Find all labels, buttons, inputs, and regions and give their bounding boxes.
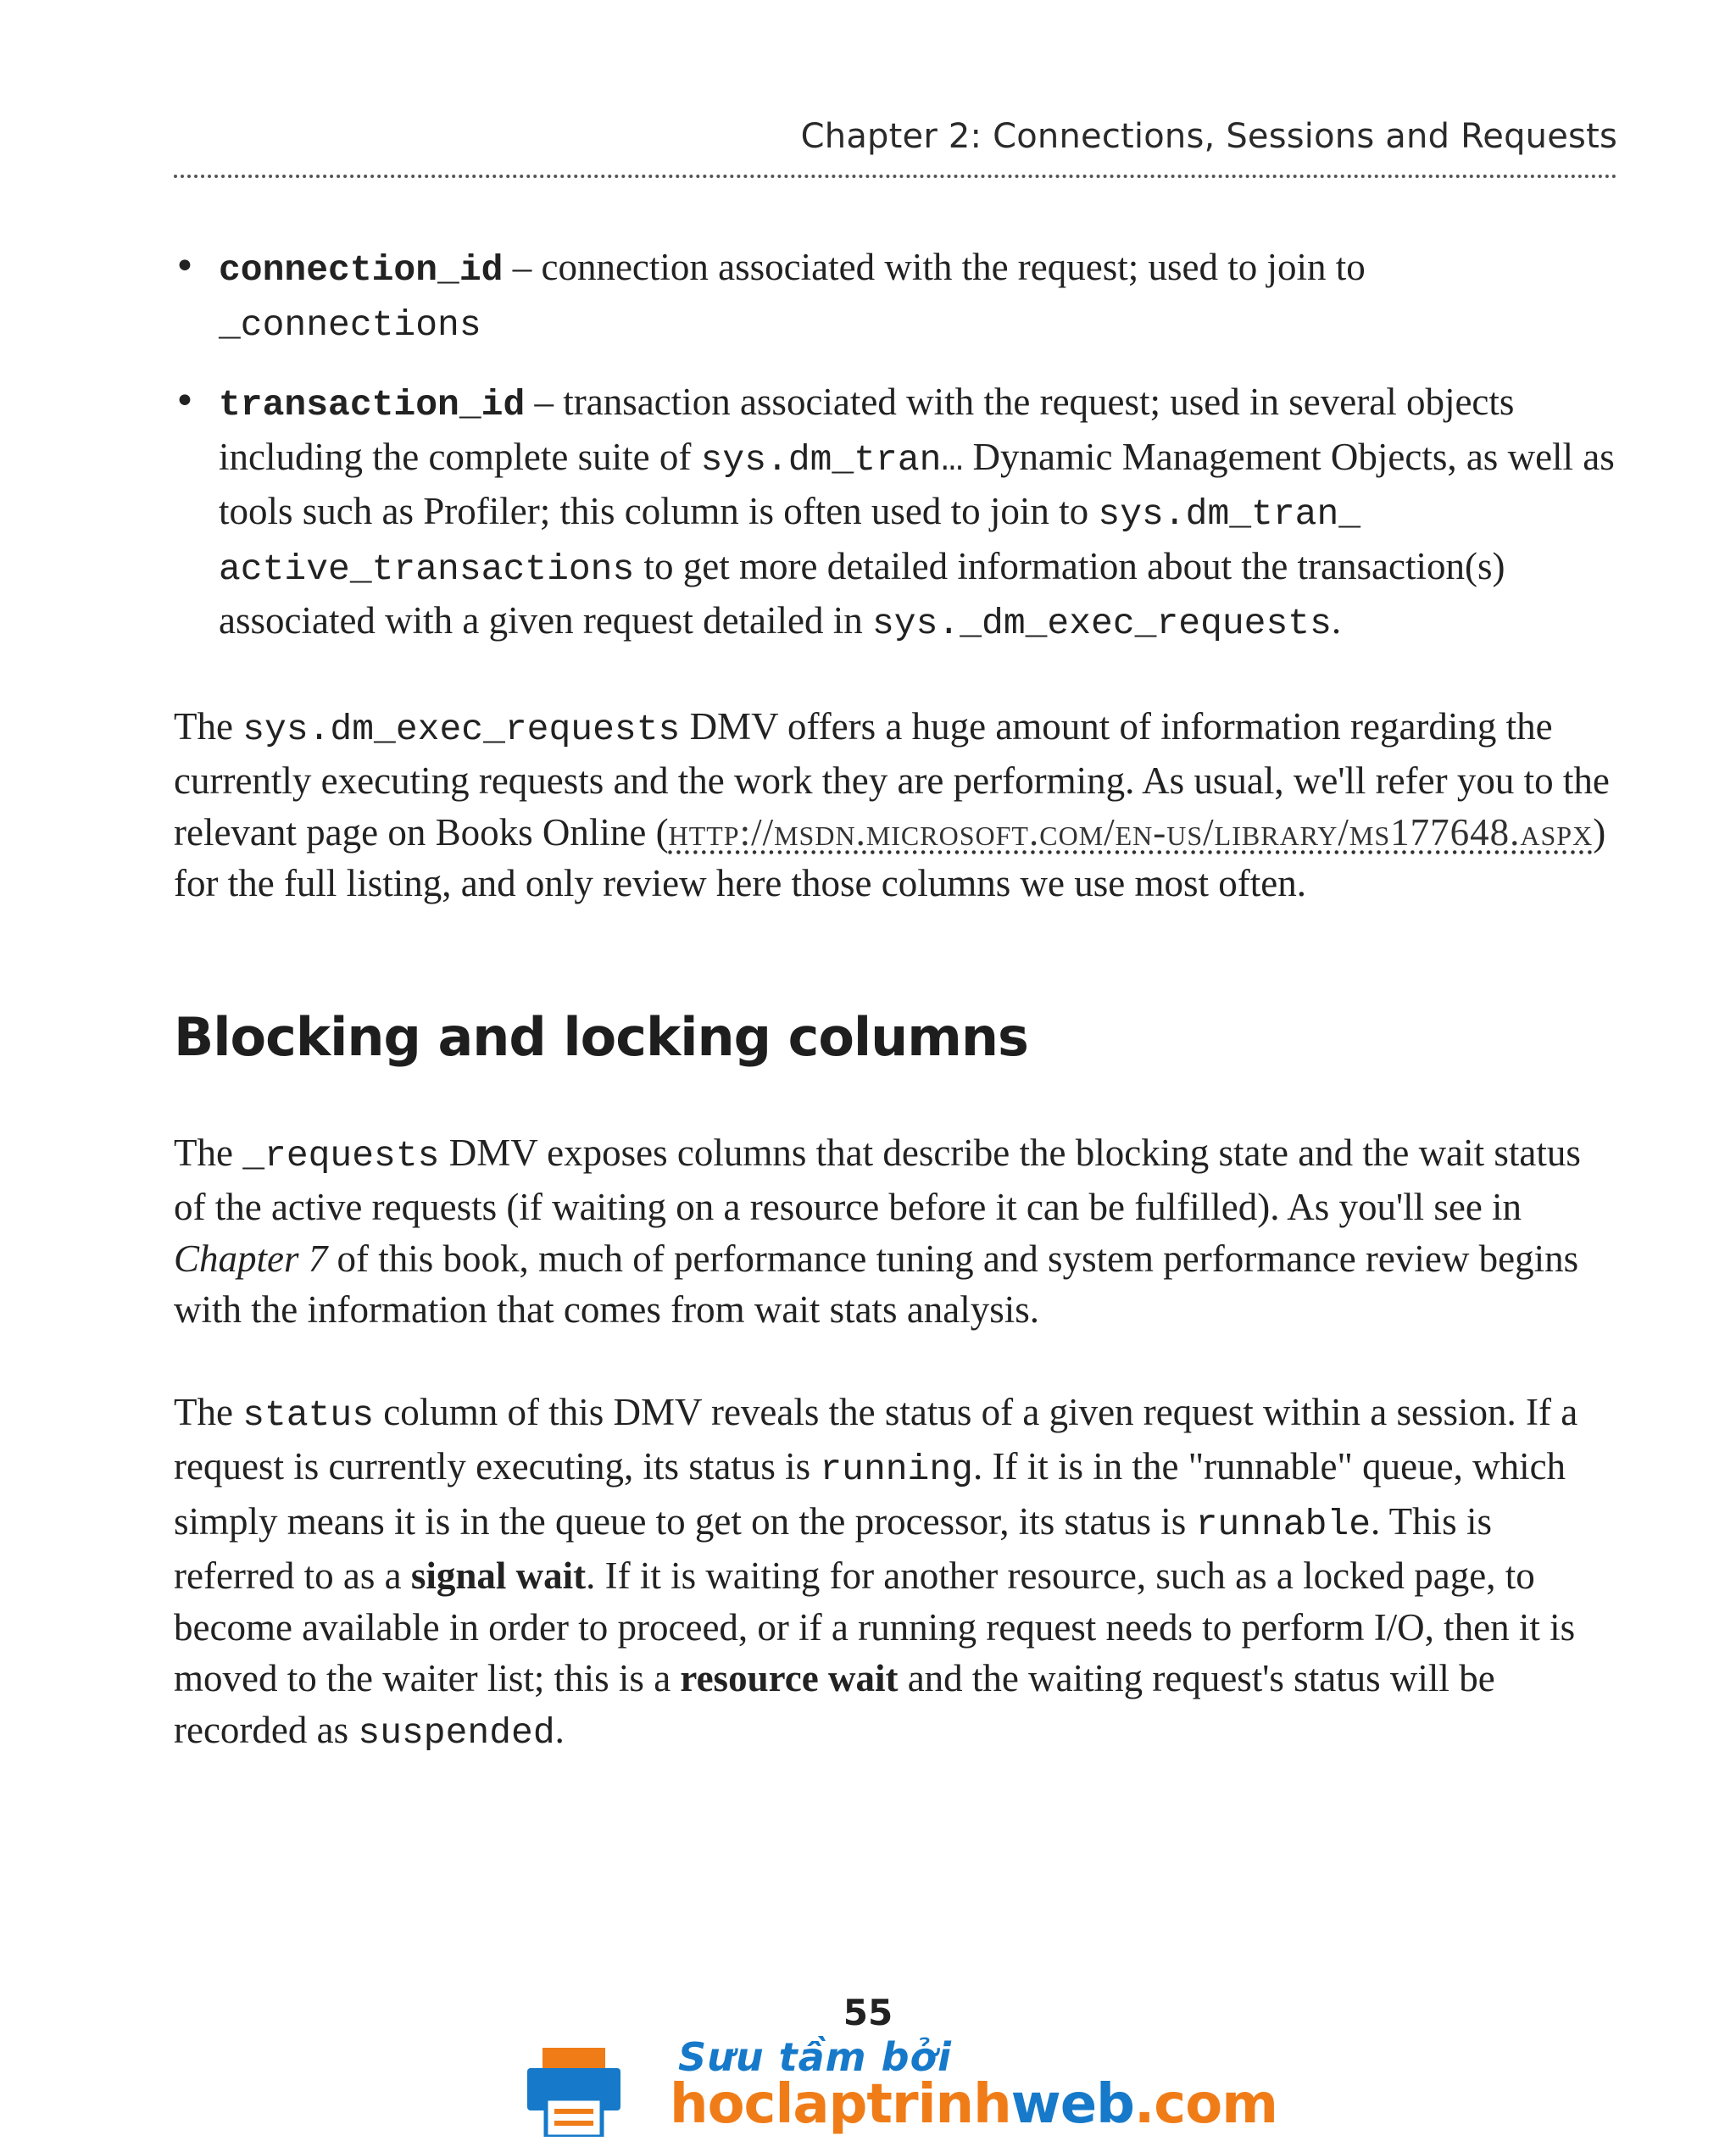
bold-term: resource wait: [680, 1657, 899, 1699]
text: ) for the full listing, and only review here those columns we use most often.: [174, 810, 1606, 904]
text: The: [174, 1131, 243, 1174]
inline-code: sys.dm_tran_ active_transactions: [219, 493, 1361, 590]
bullet-text: – connection associated with the request; used to join to: [503, 246, 1366, 288]
text: column of this DMV reveals the status of a given request within a session. If a request is currently executing, its status is: [174, 1390, 1578, 1488]
text: . This is referred to as a: [174, 1499, 1492, 1597]
text: .: [554, 1708, 565, 1751]
inline-code: _requests: [242, 1134, 440, 1176]
running-header: Chapter 2: Connections, Sessions and Requests: [800, 117, 1617, 156]
column-term: transaction_id: [219, 384, 526, 425]
paragraph-dm-exec-requests: [174, 701, 1619, 909]
inline-code: status: [242, 1393, 375, 1436]
inline-code: running: [820, 1449, 973, 1490]
text: The: [174, 1390, 243, 1433]
page-content: [174, 242, 1619, 1810]
text: The: [174, 704, 243, 748]
watermark-site-part: hoclaptrinh: [670, 2073, 1011, 2136]
bullet-dot-icon: •: [174, 245, 196, 288]
text: DMV exposes columns that describe the blocking state and the wait status of the active requests (if waiting on a resource before it can be fulfilled). As you'll see in: [174, 1131, 1581, 1228]
section-heading: Blocking and locking columns: [174, 1005, 1028, 1068]
bullet-text: .: [1331, 599, 1342, 642]
text: . If it is in the "runnable" queue, which simply means it is in the queue to get on the processor, its status is: [174, 1445, 1566, 1543]
watermark: [527, 2034, 1277, 2141]
bullet-text: Dynamic Management Objects, as well as tools such as Profiler; this column is often used to join to: [219, 435, 1615, 532]
inline-code: sys.dm_exec_requests: [242, 708, 681, 750]
text: of this book, much of performance tuning and system performance review begins with the information that comes from wait stats analysis.: [174, 1237, 1579, 1331]
text: . If it is waiting for another resource, such as a locked page, to become available in order to proceed, or if a running request needs to perform I/O, then it is moved to the waiter list; this is a: [174, 1554, 1576, 1699]
bullet-transaction-id: [174, 376, 1619, 650]
column-term: connection_id: [219, 249, 504, 291]
text: DMV offers a huge amount of information regarding the currently executing requests and the work they are performing. As usual, we'll refer you to the relevant page on Books Online (: [174, 704, 1610, 854]
books-online-link[interactable]: http://msdn.microsoft.com/en-us/library/ms177648.aspx: [668, 810, 1594, 854]
printer-logo-icon: [527, 2048, 620, 2137]
watermark-site-part: web: [1010, 2073, 1134, 2136]
watermark-site: [670, 2073, 1277, 2136]
text: and the waiting request's status will be recorded as: [174, 1657, 1495, 1751]
page-number: 55: [843, 1992, 893, 2033]
bold-term: signal wait: [410, 1554, 587, 1597]
inline-code: _connections: [219, 303, 481, 346]
watermark-site-part: .com: [1133, 2073, 1277, 2136]
paragraph-requests-dmv: [174, 1127, 1619, 1336]
column-bullet-list: [174, 242, 1619, 650]
bullet-text: – transaction associated with the request; used in several objects including the complete suite of: [219, 381, 1515, 478]
watermark-caption: Sưu tầm bởi: [678, 2034, 952, 2080]
bullet-dot-icon: •: [174, 380, 196, 423]
header-dotted-rule: [174, 175, 1617, 178]
chapter-reference: Chapter 7: [174, 1237, 328, 1280]
inline-code: sys._dm_exec_requests: [872, 603, 1332, 644]
bullet-text: to get more detailed information about the transaction(s) associated with a given request detailed in: [219, 544, 1505, 642]
bullet-connection-id: [174, 242, 1619, 351]
inline-code: sys.dm_tran…: [700, 438, 964, 481]
paragraph-status-column: [174, 1387, 1619, 1760]
inline-code: runnable: [1195, 1503, 1371, 1545]
inline-code: suspended: [358, 1711, 555, 1754]
